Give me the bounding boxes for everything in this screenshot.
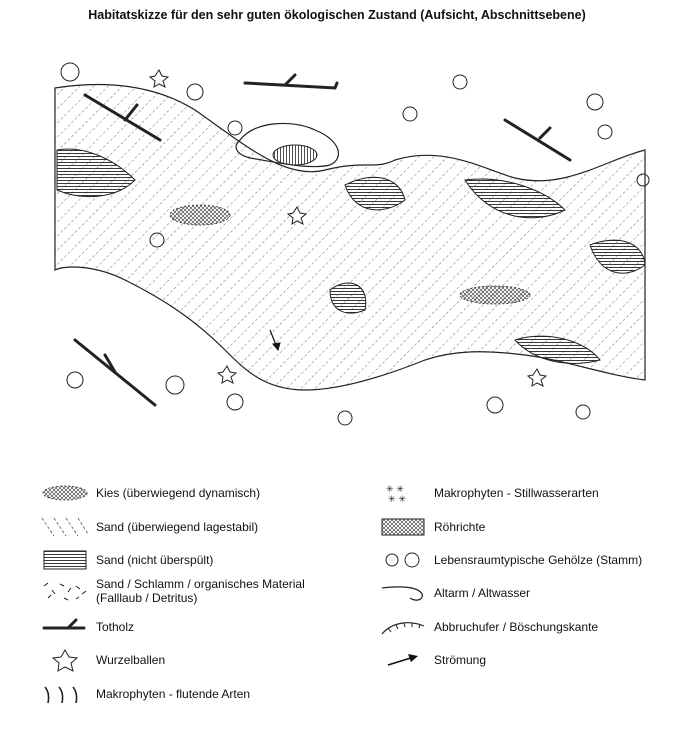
deadwood (245, 75, 337, 88)
svg-text:✳ ✳: ✳ ✳ (386, 485, 404, 495)
legend-item-sand-dry (40, 547, 213, 573)
habitat-sketch (45, 50, 650, 445)
legend-item-current (378, 647, 486, 673)
legend-item-tree-trunk (378, 547, 642, 573)
current-arrow-icon (378, 647, 428, 673)
legend-item-reed (378, 514, 485, 540)
tree-trunk-icon (378, 547, 428, 573)
deadwood (75, 340, 155, 405)
legend-label: Sand / Schlamm / organisches Material (96, 577, 305, 591)
legend-item-mud (40, 577, 305, 605)
gravel-bank (460, 286, 530, 304)
sand-horizontal-icon (40, 547, 90, 573)
legend-label: Sand (nicht überspült) (96, 553, 214, 567)
legend-label: Strömung (434, 653, 487, 667)
legend-label-group (96, 577, 305, 605)
deadwood (505, 120, 570, 160)
svg-text:✳ ✳: ✳ ✳ (388, 495, 406, 505)
legend-label-secondary: (Falllaub / Detritus) (96, 591, 198, 605)
legend-item-sand-stable (40, 514, 258, 540)
legend-item-flowing-macrophytes (40, 681, 250, 707)
rootball-icon (40, 647, 90, 673)
gravel-icon (40, 480, 90, 506)
legend-item-deadwood (40, 614, 134, 640)
legend-item-rootball (40, 647, 165, 673)
stillwater-macrophyte-icon (378, 480, 428, 506)
mud-icon (40, 578, 90, 604)
reed-icon (378, 514, 428, 540)
flowing-macrophyte-icon (40, 681, 90, 707)
legend-label: Abbruchufer / Böschungskante (434, 620, 599, 634)
gravel-bank (170, 205, 230, 225)
legend-label: Lebensraumtypische Gehölze (Stamm) (434, 553, 643, 567)
figure-title: Habitatskizze für den sehr guten ökologischen Zustand (Aufsicht, Abschnittsebene) (88, 8, 586, 22)
legend-label: Sand (überwiegend lagestabil) (96, 520, 259, 534)
legend-label: Altarm / Altwasser (434, 586, 531, 600)
legend-label: Makrophyten - flutende Arten (96, 687, 251, 701)
sand-hatch-icon (40, 514, 90, 540)
legend-item-bank-edge (378, 614, 598, 640)
reed-bed (273, 145, 317, 165)
legend-label: Totholz (96, 620, 135, 634)
legend-label: Makrophyten - Stillwasserarten (434, 486, 599, 500)
legend-item-gravel (40, 480, 260, 506)
legend-label: Kies (überwiegend dynamisch) (96, 486, 261, 500)
oxbow-icon (378, 580, 428, 606)
legend-item-stillwater-macrophytes (378, 480, 599, 506)
legend-item-oxbow (378, 580, 530, 606)
bank-edge-icon (378, 614, 428, 640)
legend-label: Wurzelballen (96, 653, 166, 667)
legend-label: Röhrichte (434, 520, 486, 534)
deadwood-icon (40, 614, 90, 640)
